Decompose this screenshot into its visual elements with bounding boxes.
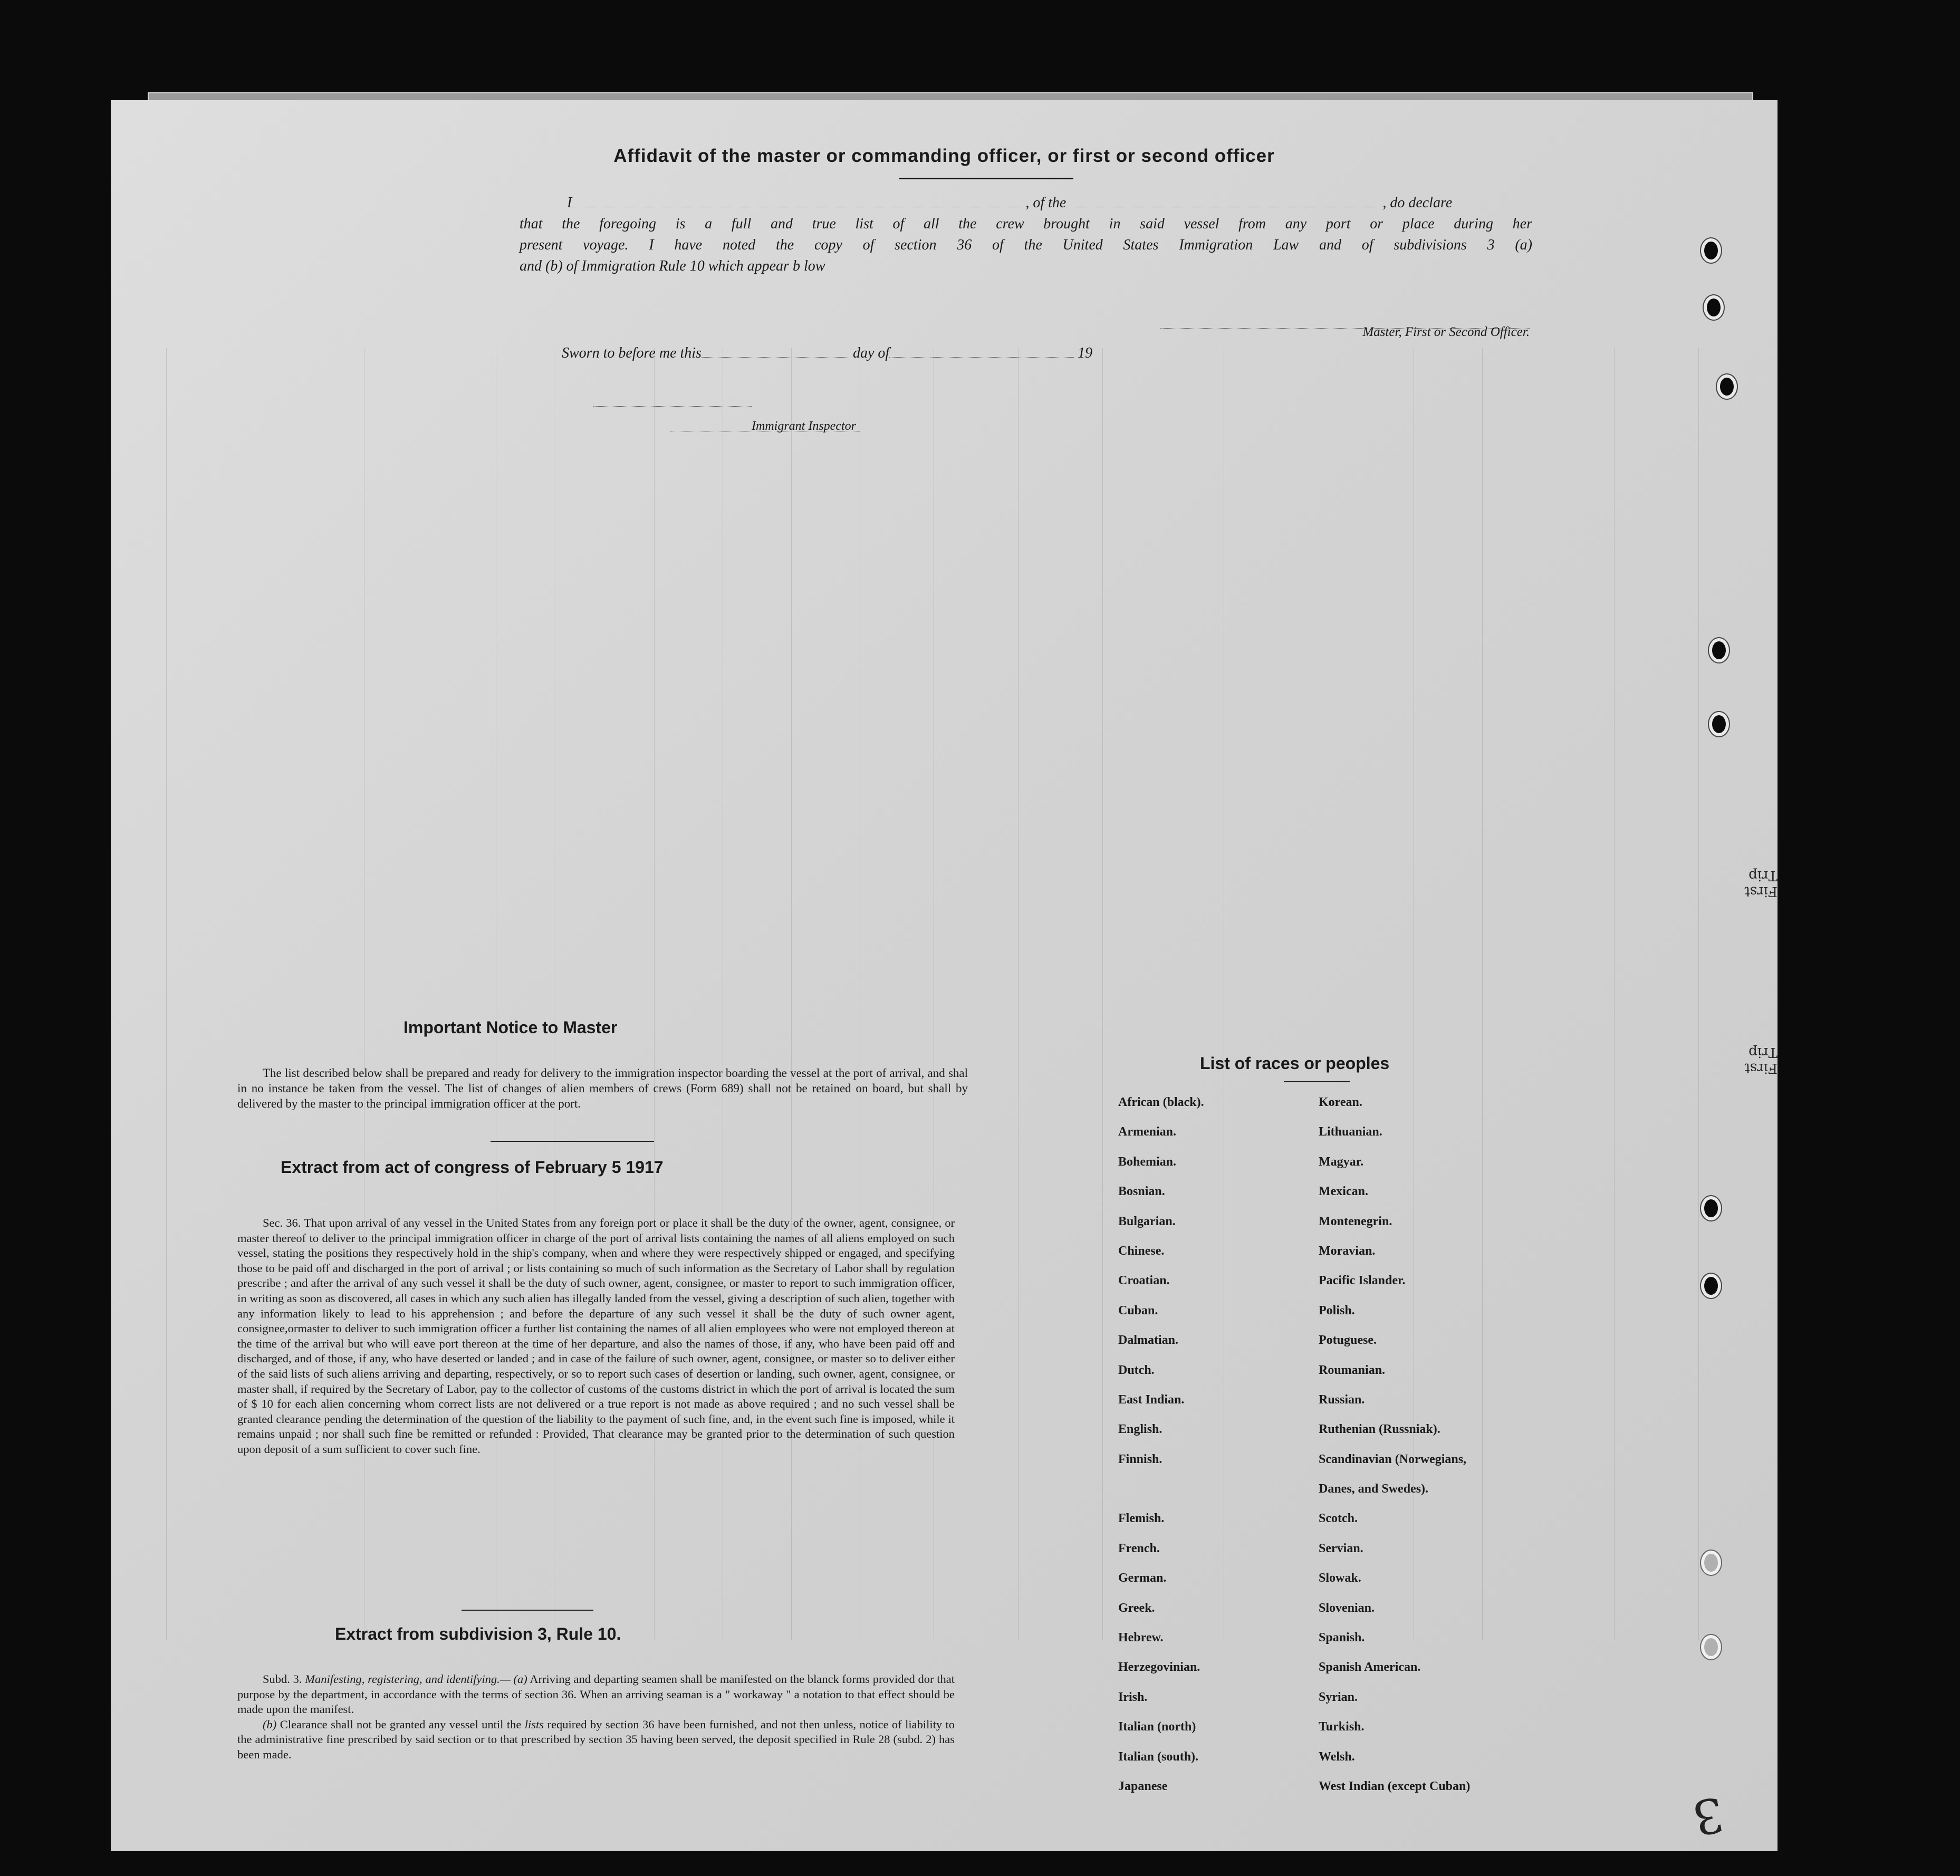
punch-hole	[1701, 238, 1721, 263]
race-item: Finnish.	[1118, 1452, 1162, 1466]
race-item: Scandinavian (Norwegians,	[1319, 1452, 1467, 1466]
race-item: Scotch.	[1319, 1512, 1358, 1526]
vessel-name-field[interactable]	[1066, 195, 1382, 207]
race-item: Armenian.	[1118, 1125, 1176, 1139]
race-item: Moravian.	[1319, 1244, 1376, 1258]
punch-hole	[1709, 638, 1729, 662]
race-item: Italian (south).	[1118, 1749, 1199, 1764]
race-item: Italian (north)	[1118, 1720, 1196, 1734]
document-page	[111, 100, 1778, 1851]
races-right-column	[1319, 1095, 1470, 1809]
race-item: Dutch.	[1118, 1363, 1155, 1377]
race-item: Pacific Islander.	[1319, 1274, 1406, 1288]
punch-hole	[1717, 374, 1737, 399]
race-item: Slovenian.	[1319, 1601, 1375, 1615]
race-item: Herzegovinian.	[1118, 1660, 1200, 1675]
race-item: Chinese.	[1118, 1244, 1165, 1258]
race-item: Ruthenian (Russniak).	[1319, 1422, 1440, 1437]
sworn-day-field[interactable]	[702, 345, 849, 358]
race-item: Spanish.	[1319, 1631, 1365, 1645]
affidavit-title: Affidavit of the master or commanding officer, or first or second officer	[613, 146, 1275, 166]
master-name-field[interactable]	[572, 195, 1025, 207]
sworn-month-field[interactable]	[889, 345, 1074, 358]
para-b-text-2: required by section 36 have been furnished, and not then unless, notice of liability to the administrative fine prescribed by said section or to that prescribed by section 35 having been served, the deposit specified in Rule 28 (subd. 2) has been made.	[237, 1717, 955, 1761]
section-36-text: Sec. 36. That upon arrival of any vessel in the United States from any foreign port or place it shall be the duty of the owner, agent, consignee, or master thereof to deliver to the principal immigration officer in charge of the port of arrival lists containing the names of all aliens employed on such vessel, stating the positions they respectively hold in the ship's company, when and where they were respectively shipped or engaged, and specifying those to be paid off and discharged in the port of arrival ; or lists containing so much of such information as the Secretary of Labor shall by regulation prescribe ; and after the arrival of any such vessel it shall be the duty of such owner, agent, consignee, or master to report to such immigration officer, in writing as soon as discovered, all cases in which any such alien has illegally landed from the vessel, giving a description of such alien, together with any information likely to lead to his apprehension ; and before the departure of any such vessel it shall be the duty of such owner agent, consignee,ormaster to deliver to such immigration officer a further list containing the names of all alien employees who were not employed thereon at the time of the arrival but who will eave port thereon at the time of her departure, and also the names of those, if any, who have been paid off and discharged, and of those, if any, who have deserted or landed ; and in case of the failure of such owner, agent, consignee, or master so to deliver either of the said lists of such aliens arriving and departing, respectively, or so to report such cases of desertion or landing, such owner, agent, consignee, or master shall, if required by the Secretary of Labor, pay to the collector of customs of the customs district in which the port of arrival is located the sum of $ 10 for each alien concerning whom correct lists are not delivered or a true report is not made as above required ; and no such vessel shall be granted clearance pending the determination of the question of the liability to the payment of such fine, and, in the event such fine is imposed, while it remains unpaid ; nor shall such fine be remitted or refunded : Provided, That clearance may be granted prior to the determination of such question upon deposit of a sum sufficient to cover such fine.	[237, 1216, 955, 1456]
race-item: Croatian.	[1118, 1274, 1170, 1288]
subdivision-3-text	[237, 1672, 955, 1762]
affidavit-of-the: , of the	[1025, 195, 1067, 211]
race-item: Potuguese.	[1319, 1333, 1377, 1348]
race-item: Flemish.	[1118, 1512, 1165, 1526]
race-item: Montenegrin.	[1319, 1214, 1392, 1228]
margin-note-first-trip-2: First Trip	[1744, 1044, 1778, 1076]
act-divider	[462, 1610, 593, 1611]
race-item: Polish.	[1319, 1303, 1355, 1317]
punch-hole	[1701, 1274, 1721, 1298]
race-item: Lithuanian.	[1319, 1125, 1382, 1139]
race-item: Japanese	[1118, 1779, 1168, 1793]
subd-label: Subd. 3.	[263, 1672, 302, 1686]
race-item: Roumanian.	[1319, 1363, 1386, 1377]
inspector-signature-line[interactable]	[593, 406, 752, 407]
affidavit-do-declare: , do declare	[1382, 195, 1453, 211]
race-item	[1118, 1482, 1204, 1512]
subd-heading: Manifesting, registering, and identifying.	[305, 1672, 500, 1686]
affidavit-line-3: present voyage. I have noted the copy of section 36 of the United States Immigration Law and of subdivisions 3 (a)	[520, 237, 1532, 253]
para-b-lists: lists	[524, 1717, 544, 1731]
para-a-marker: — (a)	[499, 1672, 527, 1686]
race-item: Greek.	[1118, 1601, 1155, 1615]
races-title-underline	[1284, 1081, 1350, 1082]
punch-hole	[1701, 1551, 1721, 1575]
punch-hole	[1709, 712, 1729, 736]
race-item: Bosnian.	[1118, 1185, 1165, 1199]
rule-extract-title: Extract from subdivision 3, Rule 10.	[335, 1624, 621, 1643]
margin-note-first-trip: First Trip	[1744, 868, 1778, 899]
master-signature-caption: Master, First or Second Officer.	[1362, 325, 1530, 339]
races-left-column	[1118, 1095, 1204, 1809]
race-item: Dalmatian.	[1118, 1333, 1178, 1348]
race-item: French.	[1118, 1541, 1160, 1555]
notice-text: The list described below shall be prepared and ready for delivery to the immigration inspector boarding the vessel at the port of arrival, and shal in no instance be taken from the vessel. The list of changes of alien members of crews (Form 689) shall not be retained on board, but shall by delivered by the master to the principal immigration officer at the port.	[237, 1066, 968, 1110]
race-item: East Indian.	[1118, 1392, 1185, 1407]
title-underline	[899, 178, 1073, 179]
race-item: Mexican.	[1319, 1185, 1368, 1199]
punch-hole	[1701, 1196, 1721, 1220]
sworn-line	[562, 343, 1247, 364]
race-item: Irish.	[1118, 1690, 1148, 1704]
race-item: Russian.	[1319, 1392, 1365, 1407]
affidavit-i: I	[567, 195, 572, 211]
para-b-text-1: Clearance shall not be granted any vessel until the	[280, 1717, 522, 1731]
race-item: Slowak.	[1319, 1571, 1361, 1585]
race-item: Turkish.	[1319, 1720, 1365, 1734]
affidavit-line-4: and (b) of Immigration Rule 10 which appear b low	[520, 258, 825, 274]
act-extract-title: Extract from act of congress of February 5 1917	[281, 1158, 664, 1177]
race-item: German.	[1118, 1571, 1167, 1585]
race-item: African (black).	[1118, 1095, 1204, 1109]
affidavit-line-2: that the foregoing is a full and true list of all the crew brought in said vessel from any port or place during her	[520, 216, 1532, 232]
race-item: Korean.	[1319, 1095, 1362, 1109]
para-b-marker: (b)	[263, 1717, 277, 1731]
race-item: Magyar.	[1319, 1155, 1364, 1169]
race-item: Danes, and Swedes).	[1319, 1482, 1429, 1496]
punch-hole	[1704, 295, 1724, 320]
sworn-label: Sworn to before me this	[562, 345, 702, 361]
affidavit-declaration-line	[456, 193, 1532, 214]
notice-title: Important Notice to Master	[403, 1018, 618, 1037]
race-item: Syrian.	[1319, 1690, 1358, 1704]
race-item: Spanish American.	[1319, 1660, 1421, 1675]
race-item: West Indian (except Cuban)	[1319, 1779, 1471, 1793]
race-item: Cuban.	[1118, 1303, 1158, 1317]
race-item: Bohemian.	[1118, 1155, 1177, 1169]
year-label: 19	[1078, 345, 1093, 361]
punch-hole	[1701, 1635, 1721, 1659]
race-item: Bulgarian.	[1118, 1214, 1176, 1228]
corner-handwritten-mark: 3	[1688, 1785, 1728, 1846]
race-item: Hebrew.	[1118, 1631, 1164, 1645]
inspector-caption: Immigrant Inspector	[752, 419, 856, 433]
race-item: Welsh.	[1319, 1749, 1355, 1764]
para-a-text: Arriving and departing seamen shall be manifested on the blanck forms provided dor that purpose by the department, in accordance with the terms of section 36. When an arriving seaman is a " workaway " a notation to that effect should be made upon the manifest.	[237, 1672, 955, 1716]
races-title: List of races or peoples	[1200, 1054, 1390, 1073]
race-item: English.	[1118, 1422, 1162, 1437]
race-item: Servian.	[1319, 1541, 1363, 1555]
notice-divider	[491, 1141, 654, 1142]
day-of-label: day of	[852, 345, 890, 361]
